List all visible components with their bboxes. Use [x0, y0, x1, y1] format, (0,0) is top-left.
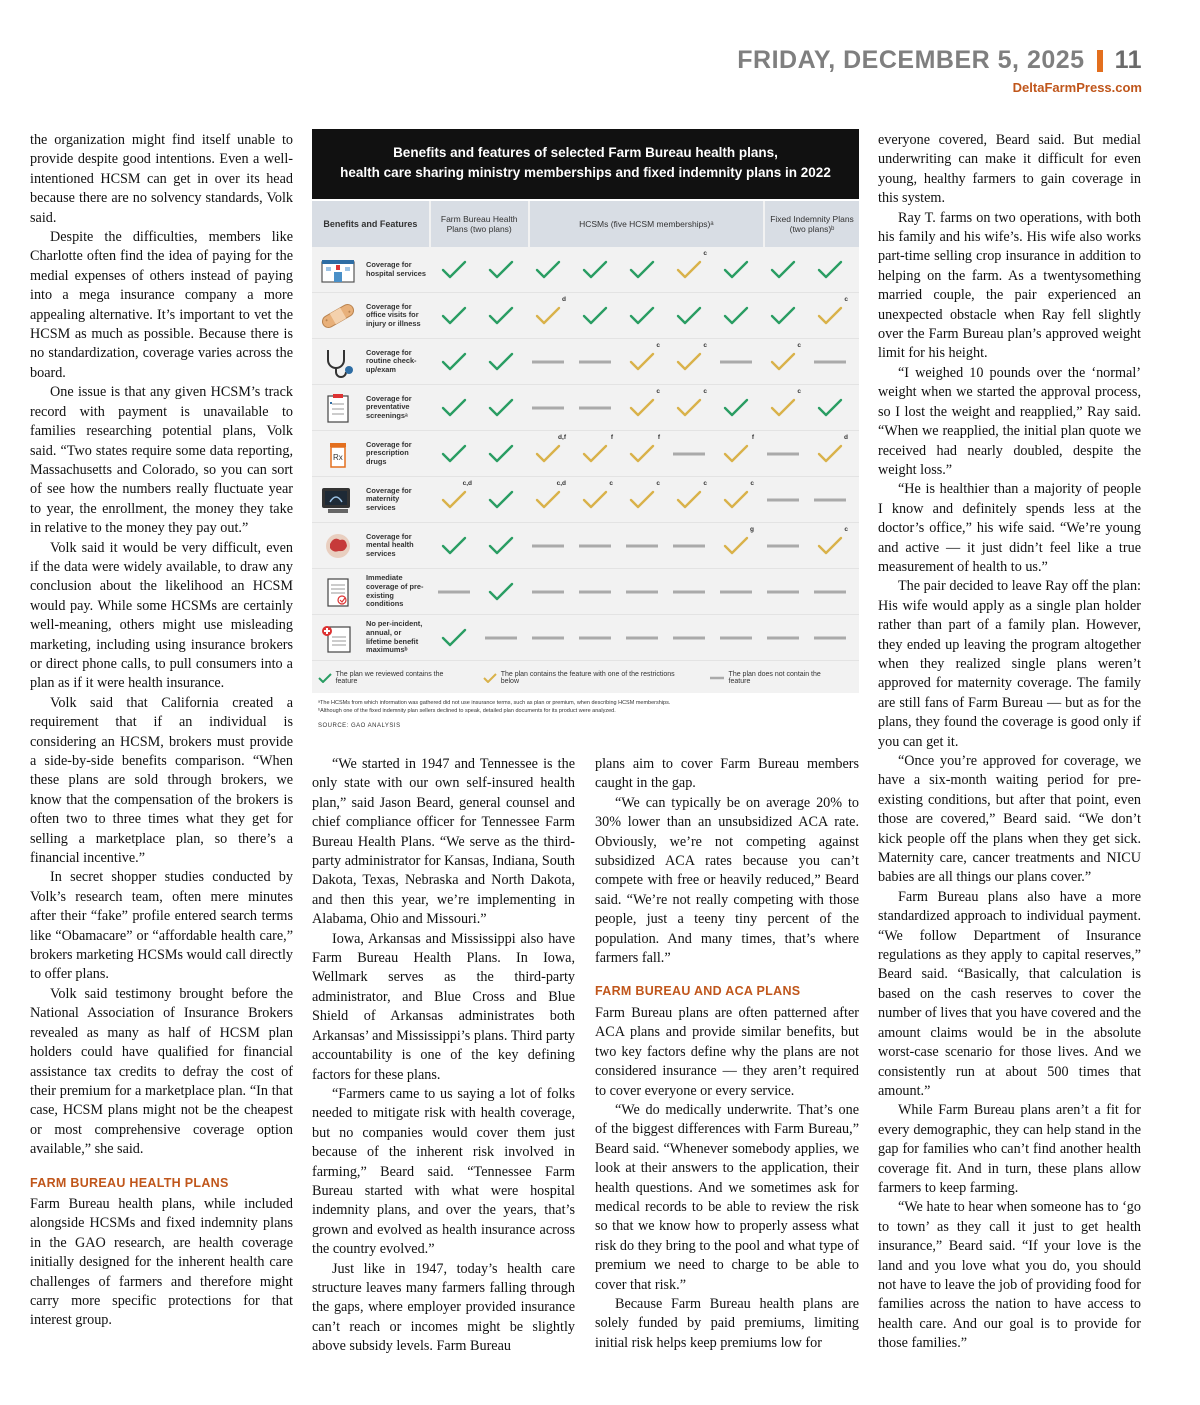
paragraph: “We do medically underwrite. That’s one of the biggest differences with Farm Bureau,” Beard said. “Whenever somebody applies, we look at their answers to the application, their health questions. And we sometimes ask for medical records to be able to review the risk so that we know how to properly assess what risk do they bring to the pool and what type of premium we need to charge to be able to cover that risk.” — [595, 1101, 859, 1293]
restriction-note: c — [703, 480, 707, 487]
ultrasound-icon — [318, 484, 358, 516]
paragraph: “Farmers came to us saying a lot of folks needed to mitigate risk with health coverage, but no companies would cover them just because of the inherent risk involved in farming,” Beard said. “Tennessee Farm Bureau started with what were hospital indemnity plans, and over the years, that’s grown and evolved as health insurance across the country evolved.” — [312, 1085, 575, 1258]
check-icon — [817, 398, 843, 418]
plan-cell — [665, 385, 712, 430]
feature-icon-wrap — [316, 621, 360, 655]
plan-cell — [618, 477, 665, 522]
check-icon — [582, 306, 608, 326]
restriction-note: d,f — [558, 434, 566, 441]
plan-cell — [524, 293, 571, 338]
svg-text:Rx: Rx — [333, 452, 343, 462]
plan-cell — [524, 569, 571, 614]
plan-cell — [430, 339, 477, 384]
plan-cell — [759, 385, 806, 430]
plan-cell — [712, 385, 759, 430]
plan-cell — [712, 247, 759, 292]
check-icon — [488, 490, 514, 510]
check-icon — [488, 306, 514, 326]
paragraph: Despite the difficulties, members like Charlotte often find the idea of paying for the medial expenses of others instead of paying into a mega insurance company a more appealing alternative. It’s important to vet the HCSM as much as possible. Because there is no standardization, coverage varies across the board. — [30, 229, 293, 381]
plan-cell — [524, 339, 571, 384]
dash-icon — [531, 589, 565, 595]
title-line-1: Benefits and features of selected Farm Bureau health plans, — [393, 145, 778, 160]
check-icon — [629, 306, 655, 326]
feature-label: Coverage for prescription drugs — [366, 439, 412, 466]
plan-cell — [759, 569, 806, 614]
plan-cell — [618, 339, 665, 384]
header-features: Benefits and Features — [312, 201, 431, 247]
plan-cell — [759, 293, 806, 338]
legend-full — [318, 671, 463, 685]
table-row — [312, 431, 859, 477]
stethoscope-icon — [318, 346, 358, 378]
header-farm-bureau: Farm Bureau Health Plans (two plans) — [431, 201, 530, 247]
check-icon — [535, 260, 561, 280]
check-icon — [723, 306, 749, 326]
paragraph: “I weighed 10 pounds over the ‘normal’ weight when we started the approval process, so I lost the weight and reapplied,” Ray said. “When we reapplied, the initial plan quote we received had nearly doubled, despite the weight loss.” — [878, 364, 1141, 478]
dash-icon — [766, 589, 800, 595]
feature-label: Coverage for routine check-up/exam — [366, 347, 417, 374]
dash-icon — [625, 589, 659, 595]
check-icon — [441, 398, 467, 418]
feature-label: Coverage for office visits for injury or illness — [366, 301, 421, 328]
checklist-icon — [318, 576, 358, 608]
dash-icon — [766, 635, 800, 641]
paragraph: Just like in 1947, today’s health care structure leaves many farmers falling through the gaps, where employer provided insurance can’t reach or incomes might be slightly above subsidy levels. Farm Bureau — [312, 1260, 575, 1355]
paragraph: One issue is that any given HCSM’s track record with payment is unavailable to families researching potential plans, Volk said. “Two states require some data reporting, Massachusetts and Colorado, so you can sort of see how the numbers really fluctuate year to year, the enrollment, the money they take in relative to the money they pay out.” — [30, 384, 293, 537]
plan-cell — [806, 477, 853, 522]
plan-cell — [477, 431, 524, 476]
feature-cell — [312, 339, 430, 384]
plan-cell — [665, 523, 712, 568]
dash-icon — [709, 675, 725, 681]
plan-cell — [430, 431, 477, 476]
plan-cell — [806, 615, 853, 660]
paragraph: Farm Bureau health plans, while included alongside HCSMs and fixed indemnity plans in the GAO research, are health coverage initially designed for the inherent health care challenges of farmers and therefore might carry more specific protections for that interest group. — [30, 1195, 293, 1329]
plan-cell — [430, 615, 477, 660]
check-icon — [488, 260, 514, 280]
plan-cell — [477, 385, 524, 430]
table-row — [312, 339, 859, 385]
paragraph: Farm Bureau plans also have a more standardized approach to individual payment. “We follow Department of Insurance regulations as they apply to capital reserves,” Beard said. “Basically, that calculation is based on the cash reserves to cover the number of lives that you have covered and the amount claims would be in the absolute worst-case scenario for those lives. And we consistently run at about 500 times that amount.” — [878, 888, 1141, 1099]
dash-icon — [719, 359, 753, 365]
plan-cell — [665, 615, 712, 660]
dash-icon — [578, 589, 612, 595]
partial-check-icon — [723, 536, 749, 556]
partial-check-icon — [676, 352, 702, 372]
paragraph: “We started in 1947 and Tennessee is the only state with our own self-insured health plan,” said Jason Beard, general counsel and chief compliance officer for Tennessee Farm Bureau Health Plans. “We serve as the third-party administrator for Kansas, Indiana, South Dakota, Texas, Nebraska and North Dakota, and then this year, we’re implementing in Alabama, Ohio and Missouri.” — [312, 756, 575, 928]
paragraph: “He is healthier than a majority of people I know and definitely spends less at the doctor’s office,” his wife said. “We’re young and active — it just didn’t feel like a true measurement of health to us.” — [878, 481, 1141, 575]
partial-check-icon — [629, 398, 655, 418]
plan-cell — [665, 293, 712, 338]
plan-cell — [618, 569, 665, 614]
legend-none-label: The plan does not contain the feature — [728, 671, 821, 685]
feature-icon-wrap — [316, 345, 360, 379]
restriction-note: c — [703, 342, 707, 349]
legend — [312, 661, 859, 693]
paragraph: Volk said it would be very difficult, even if the data were widely available, to draw any conclusion about the likelihood an HCSM would pay. While some HCSMs are certainly well-meaning, others might use misleading marketing, including using insurance brokers or direct phone calls, to pull consumers into a plan as if it were health insurance. — [30, 539, 293, 692]
restriction-note: c — [703, 250, 707, 257]
dash-icon — [531, 543, 565, 549]
paragraph: The pair decided to leave Ray off the plan: His wife would apply as a single plan holder rather than part of a family plan. However, they ended up leaving the program altogether when they realized single plans weren’t approved for maternity coverage. The family are still fans of Farm Bureau — but as for the plans, they found the coverage is good only if you can get it. — [878, 578, 1141, 750]
table-row — [312, 293, 859, 339]
plan-cell — [712, 339, 759, 384]
dash-icon — [813, 497, 847, 503]
check-icon — [817, 260, 843, 280]
table-row — [312, 477, 859, 523]
check-icon — [488, 444, 514, 464]
plan-cell — [712, 293, 759, 338]
check-icon — [318, 673, 332, 683]
section-heading: FARM BUREAU HEALTH PLANS — [30, 1175, 229, 1190]
plan-cell — [759, 615, 806, 660]
feature-cell — [312, 615, 430, 660]
plan-cell — [477, 247, 524, 292]
feature-label: Coverage for maternity services — [366, 485, 412, 512]
article-column-1 — [30, 131, 293, 1331]
partial-check-icon — [535, 490, 561, 510]
benefits-infographic — [312, 129, 859, 729]
feature-cell — [312, 523, 430, 568]
feature-label: Coverage for mental health services — [366, 531, 414, 558]
issue-date: FRIDAY, DECEMBER 5, 2025 — [737, 46, 1085, 74]
feature-icon-wrap — [316, 575, 360, 609]
paragraph: “Once you’re approved for coverage, we have a six-month waiting period for pre-existing conditions, but after that point, even those are covered,” Beard said. “We don’t kick people off the plans when they get sick. Maternity care, cancer treatments and NICU babies are all things our plans cover.” — [878, 753, 1141, 886]
paragraph: “We hate to hear when someone has to ‘go to town’ as they call it just to get health insurance,” Beard said. “If your love is the land and you love what you do, you should not have to leave the job of providing food for families across the nation to have access to health care. And our goal is to provide for those families.” — [878, 1199, 1141, 1352]
dash-icon — [531, 635, 565, 641]
dash-icon — [625, 543, 659, 549]
bandage-icon — [318, 300, 358, 332]
partial-check-icon — [483, 673, 497, 683]
dash-icon — [813, 359, 847, 365]
check-icon — [441, 260, 467, 280]
plan-cell — [618, 385, 665, 430]
plan-cell — [571, 569, 618, 614]
table-row — [312, 569, 859, 615]
check-icon — [723, 398, 749, 418]
plan-cell — [524, 523, 571, 568]
partial-check-icon — [629, 352, 655, 372]
paragraph: In secret shopper studies conducted by Volk’s research team, often mere minutes after their “fake” profile entered search terms like “Obamacare” or “affordable health care,” brokers marketing HCSMs would call directly to offer plans. — [30, 869, 293, 983]
plan-cell — [806, 385, 853, 430]
feature-cell — [312, 247, 430, 292]
check-icon — [488, 352, 514, 372]
paragraph: Volk said that California created a requirement that if an individual is considering an HCSM, brokers must provide a side-by-side benefits comparison. “When these plans are sold through brokers, we know that the compensation of the brokers is often two to three times what they get for selling a marketplace plan, so there’s a financial incentive.” — [30, 694, 293, 867]
paragraph: plans aim to cover Farm Bureau members caught in the gap. — [595, 756, 859, 792]
site-url[interactable]: DeltaFarmPress.com — [1012, 80, 1142, 95]
check-icon — [441, 444, 467, 464]
dateline — [737, 46, 1142, 75]
dash-icon — [578, 405, 612, 411]
title-line-2: health care sharing ministry memberships and fixed indemnity plans in 2022 — [340, 165, 831, 180]
plan-cell — [571, 477, 618, 522]
dash-icon — [672, 589, 706, 595]
paragraph: Iowa, Arkansas and Mississippi also have Farm Bureau Health Plans. In Iowa, Wellmark serves as the third-party administrator, and Blue Cross and Blue Shield of Arkansas administrates both Arkansas’ and Mississippi’s plans. Third party accountability is one of the key defining factors for these plans. — [312, 930, 575, 1083]
restriction-note: c,d — [556, 480, 566, 487]
plan-cell — [806, 523, 853, 568]
footnotes — [312, 693, 859, 715]
dash-icon — [672, 543, 706, 549]
table-row — [312, 523, 859, 569]
plan-cell — [712, 477, 759, 522]
plan-cell — [806, 293, 853, 338]
partial-check-icon — [676, 490, 702, 510]
feature-cell — [312, 431, 430, 476]
dash-icon — [578, 543, 612, 549]
paragraph: everyone covered, Beard said. But medial underwriting can make it difficult for even young, healthy farmers to gain coverage in this system. — [878, 132, 1141, 207]
plan-cell — [618, 615, 665, 660]
legend-full-label: The plan we reviewed contains the feature — [335, 671, 444, 685]
partial-check-icon — [676, 260, 702, 280]
article-column-3 — [595, 755, 859, 1353]
feature-label: Coverage for hospital services — [366, 259, 426, 278]
paragraph: Farm Bureau plans are often patterned after ACA plans and provide similar benefits, but two key factors define why the plans are not considered insurance — they aren’t required to cover everyone or every service. — [595, 1004, 859, 1099]
plan-cell — [571, 615, 618, 660]
restriction-note: d — [844, 434, 848, 441]
check-icon — [770, 260, 796, 280]
plan-cell — [430, 523, 477, 568]
plan-cell — [806, 247, 853, 292]
feature-icon-wrap — [316, 483, 360, 517]
dash-icon — [672, 451, 706, 457]
plan-cell — [430, 293, 477, 338]
plan-cell — [524, 431, 571, 476]
dash-icon — [672, 635, 706, 641]
plan-cell — [759, 247, 806, 292]
dash-icon — [813, 589, 847, 595]
feature-icon-wrap — [316, 299, 360, 333]
check-icon — [441, 352, 467, 372]
plan-cell — [477, 339, 524, 384]
partial-check-icon — [629, 490, 655, 510]
plan-cell — [524, 615, 571, 660]
clipboard-icon — [318, 392, 358, 424]
restriction-note: c — [656, 388, 660, 395]
plan-cell — [618, 247, 665, 292]
hospital-icon — [318, 254, 358, 286]
plan-cell — [430, 385, 477, 430]
restriction-note: f — [610, 434, 613, 441]
partial-check-icon — [441, 490, 467, 510]
dash-icon — [719, 635, 753, 641]
restriction-note: g — [750, 526, 754, 533]
check-icon — [441, 628, 467, 648]
partial-check-icon — [817, 536, 843, 556]
plan-cell — [665, 339, 712, 384]
partial-check-icon — [535, 444, 561, 464]
paragraph: the organization might find itself unable to provide despite good intentions. Even a well-intentioned HCSM can get in over its head because there are no solvency standards, Volk said. — [30, 132, 293, 226]
plan-cell — [524, 385, 571, 430]
plan-cell — [712, 431, 759, 476]
restriction-note: c — [797, 388, 801, 395]
plan-cell — [430, 569, 477, 614]
plan-cell — [759, 339, 806, 384]
plan-cell — [571, 247, 618, 292]
header-hcsm: HCSMs (five HCSM memberships)ᵃ — [530, 201, 765, 247]
restriction-note: c — [844, 296, 848, 303]
footnote-a: ᵃThe HCSMs from which information was gathered did not use insurance terms, such as plan or premium, when describing HCSM memberships. — [318, 700, 671, 706]
feature-cell — [312, 293, 430, 338]
restriction-note: f — [751, 434, 754, 441]
dash-icon — [766, 543, 800, 549]
footnote-b: ᵇAlthough one of the fixed indemnity plan sellers declined to speak, detailed plan documents for its product were analyzed. — [318, 708, 616, 714]
plan-cell — [806, 339, 853, 384]
partial-check-icon — [582, 490, 608, 510]
partial-check-icon — [676, 398, 702, 418]
restriction-note: c,d — [462, 480, 472, 487]
source-line: SOURCE: GAO ANALYSIS — [318, 723, 401, 729]
plan-cell — [712, 569, 759, 614]
dash-icon — [766, 451, 800, 457]
restriction-note: f — [657, 434, 660, 441]
dash-icon — [437, 589, 471, 595]
restriction-note: c — [656, 342, 660, 349]
check-icon — [582, 260, 608, 280]
prescription-icon — [318, 438, 358, 470]
plan-cell — [571, 385, 618, 430]
dash-icon — [766, 497, 800, 503]
paragraph: Volk said testimony brought before the National Association of Insurance Brokers revealed as many as half of HCSM plan holders could have qualified for financial assistance tax credits to defray the cost of their premium for a marketplace plan. “In that case, HCSM plans might not be the cheapest or most comprehensive coverage option available,” she said. — [30, 985, 293, 1158]
feature-cell — [312, 385, 430, 430]
plan-cell — [759, 477, 806, 522]
plan-cell — [477, 477, 524, 522]
feature-cell — [312, 569, 430, 614]
partial-check-icon — [817, 306, 843, 326]
article-column-2 — [312, 755, 575, 1357]
article-column-4 — [878, 131, 1141, 1354]
plan-cell — [665, 477, 712, 522]
feature-label: Immediate coverage of pre-existing conditions — [366, 573, 424, 609]
dash-icon — [719, 589, 753, 595]
partial-check-icon — [817, 444, 843, 464]
page-number: 11 — [1114, 46, 1142, 74]
legend-none — [709, 671, 841, 685]
feature-cell — [312, 477, 430, 522]
masthead — [737, 46, 1142, 95]
plan-cell — [477, 615, 524, 660]
feature-label: No per-incident, annual, or lifetime benefit maximumsᵇ — [366, 619, 423, 655]
dash-icon — [578, 359, 612, 365]
plan-cell — [477, 569, 524, 614]
brain-icon — [318, 530, 358, 562]
table-rows — [312, 247, 859, 661]
plan-cell — [712, 523, 759, 568]
legend-partial-label: The plan contains the feature with one of the restrictions below — [500, 671, 675, 685]
feature-icon-wrap — [316, 391, 360, 425]
plan-cell — [665, 431, 712, 476]
plan-cell — [806, 569, 853, 614]
restriction-note: c — [844, 526, 848, 533]
orange-divider — [1097, 50, 1103, 72]
restriction-note: d — [562, 296, 566, 303]
check-icon — [441, 306, 467, 326]
check-icon — [488, 536, 514, 556]
plan-cell — [712, 615, 759, 660]
table-row — [312, 385, 859, 431]
check-icon — [488, 582, 514, 602]
plan-cell — [618, 523, 665, 568]
legend-partial — [483, 671, 689, 685]
infographic-title — [312, 129, 859, 199]
dash-icon — [625, 635, 659, 641]
check-icon — [723, 260, 749, 280]
plan-cell — [571, 293, 618, 338]
plan-cell — [430, 477, 477, 522]
plan-cell — [759, 523, 806, 568]
partial-check-icon — [582, 444, 608, 464]
check-icon — [629, 260, 655, 280]
table-header — [312, 201, 859, 247]
paragraph: While Farm Bureau plans aren’t a fit for every demographic, they can help stand in the gap for families who can’t find another health coverage fit. And in turn, these plans allow farmers to keep farming. — [878, 1102, 1141, 1196]
benefits-table — [312, 201, 859, 693]
plan-cell — [524, 477, 571, 522]
partial-check-icon — [629, 444, 655, 464]
plan-cell — [806, 431, 853, 476]
plan-cell — [571, 339, 618, 384]
plan-cell — [524, 247, 571, 292]
plan-cell — [477, 523, 524, 568]
plan-cell — [665, 569, 712, 614]
feature-icon-wrap — [316, 437, 360, 471]
restriction-note: c — [609, 480, 613, 487]
restriction-note: c — [797, 342, 801, 349]
feature-label: Coverage for preventative screeningsᵃ — [366, 393, 412, 420]
partial-check-icon — [723, 490, 749, 510]
dash-icon — [531, 359, 565, 365]
restriction-note: c — [703, 388, 707, 395]
paragraph: “We can typically be on average 20% to 30% lower than an unsubsidized ACA rate. Obviously, we’re not competing against subsidized ACA rates because you can’t compete with free or heavily reduced,” Beard said. “We’re not really competing with those people, just a teeny tiny percent of the population. And many times, that’s where farmers fall.” — [595, 794, 859, 967]
plan-cell — [477, 293, 524, 338]
table-row — [312, 615, 859, 661]
partial-check-icon — [535, 306, 561, 326]
plan-cell — [759, 431, 806, 476]
partial-check-icon — [770, 352, 796, 372]
plan-cell — [665, 247, 712, 292]
dash-icon — [578, 635, 612, 641]
table-row — [312, 247, 859, 293]
plan-cell — [571, 431, 618, 476]
paragraph: Because Farm Bureau health plans are solely funded by paid premiums, limiting initial risk helps keep premiums low for — [595, 1295, 859, 1351]
partial-check-icon — [723, 444, 749, 464]
restriction-note: c — [750, 480, 754, 487]
plan-cell — [618, 431, 665, 476]
plan-cell — [618, 293, 665, 338]
feature-icon-wrap — [316, 529, 360, 563]
check-icon — [441, 536, 467, 556]
check-icon — [488, 398, 514, 418]
header-fixed-indemnity: Fixed Indemnity Plans (two plans)ᵇ — [770, 214, 854, 234]
check-icon — [676, 306, 702, 326]
dash-icon — [813, 635, 847, 641]
partial-check-icon — [770, 398, 796, 418]
restriction-note: c — [656, 480, 660, 487]
dash-icon — [531, 405, 565, 411]
dash-icon — [484, 635, 518, 641]
feature-icon-wrap — [316, 253, 360, 287]
paragraph: Ray T. farms on two operations, with both his family and his wife’s. His wife also works part-time selling crop insurance in addition to helping on the farm. As a twentysomething married couple, the pair experienced an unexpected obstacle when Ray fell slightly over the Farm Bureau plan’s approved weight limit for his height. — [878, 209, 1141, 362]
plan-cell — [571, 523, 618, 568]
plan-cell — [430, 247, 477, 292]
section-heading: FARM BUREAU AND ACA PLANS — [595, 984, 801, 999]
check-icon — [770, 306, 796, 326]
medical-form-icon — [318, 622, 358, 654]
